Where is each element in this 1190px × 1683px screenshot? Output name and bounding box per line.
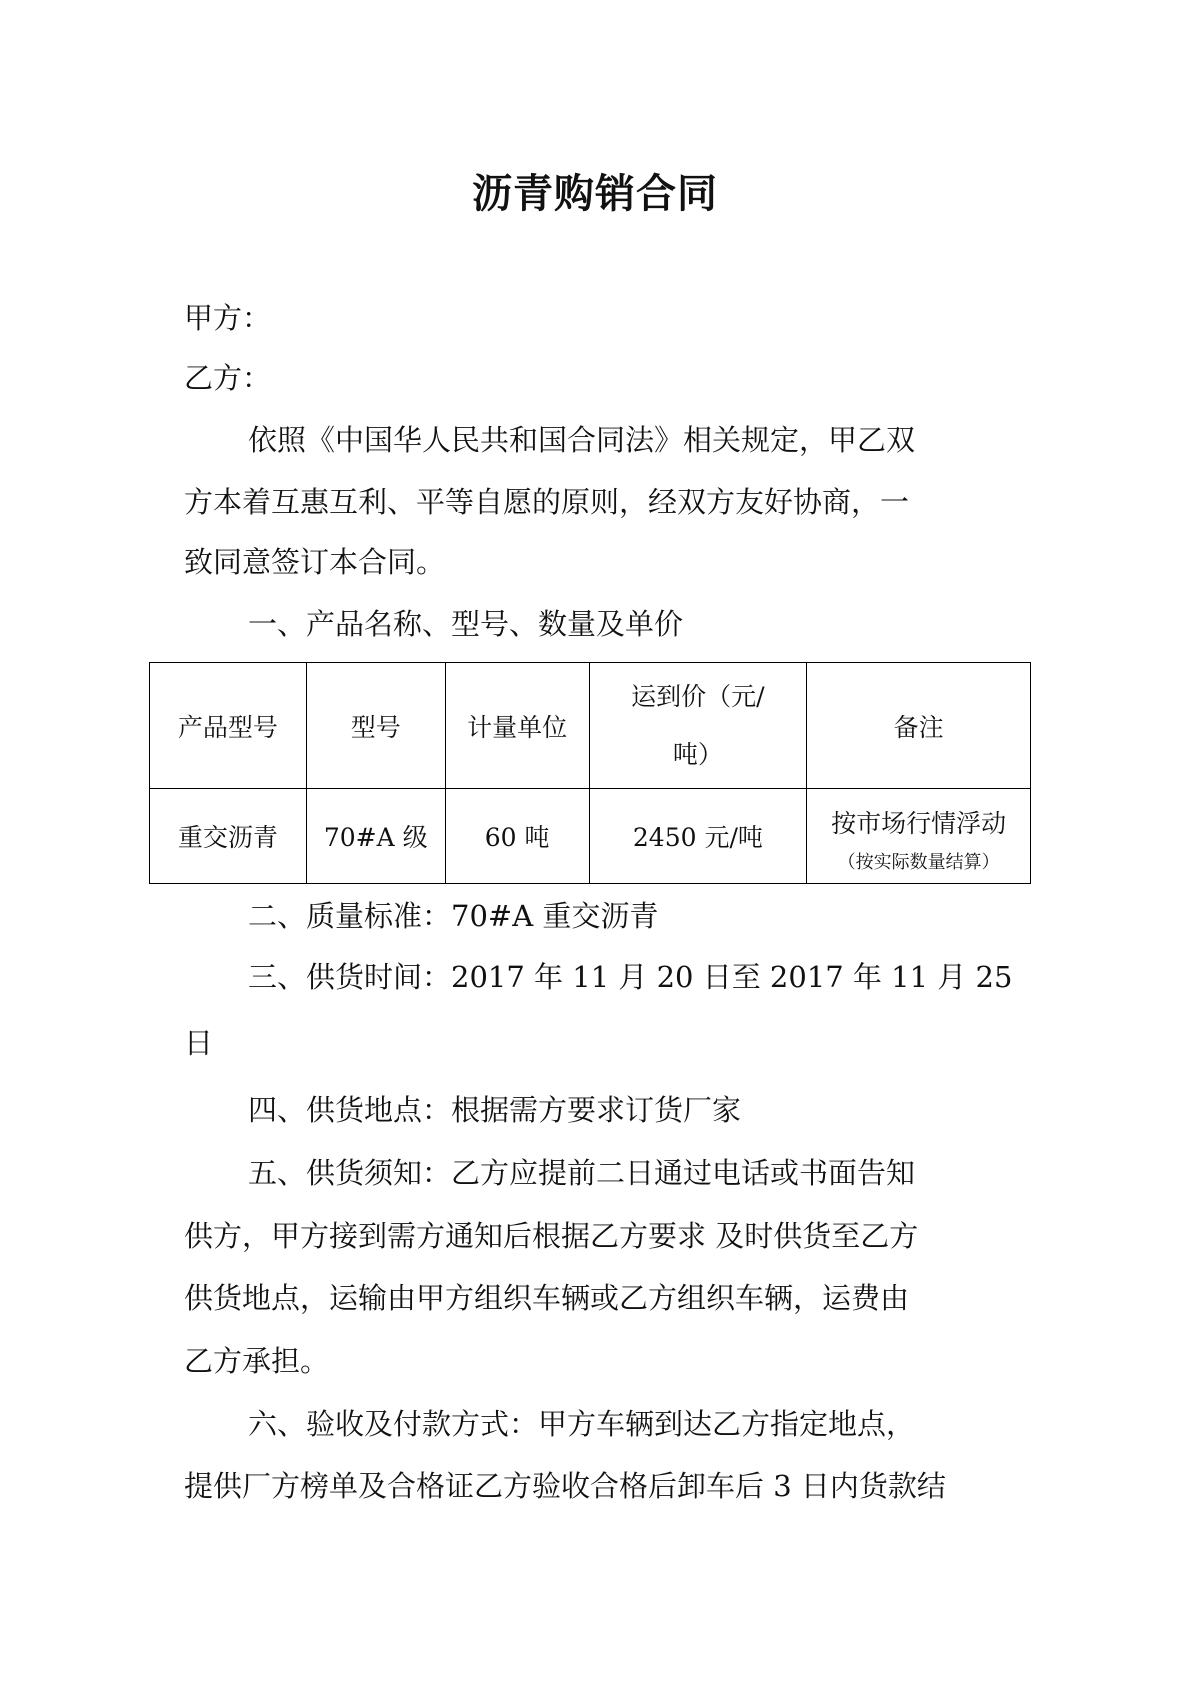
intro-line-1: 依照《中国华人民共和国合同法》相关规定，甲乙双 bbox=[248, 423, 916, 457]
party-b: 乙方： bbox=[184, 361, 272, 395]
header-unit: 计量单位 bbox=[445, 663, 589, 789]
contract-title: 沥青购销合同 bbox=[472, 170, 718, 217]
header-remark: 备注 bbox=[807, 663, 1031, 789]
section-1-heading: 一、产品名称、型号、数量及单价 bbox=[248, 607, 684, 641]
cell-remark-main: 按市场行情浮动 bbox=[831, 809, 1007, 838]
section-3-line-1: 三、供货时间：2017 年 11 月 20 日至 2017 年 11 月 25 bbox=[248, 960, 1013, 994]
cell-remark-note: （按实际数量结算） bbox=[837, 852, 1000, 873]
product-table bbox=[149, 662, 1031, 884]
section-5-line-1: 五、供货须知：乙方应提前二日通过电话或书面告知 bbox=[248, 1156, 916, 1190]
intro-line-3: 致同意签订本合同。 bbox=[184, 545, 446, 579]
section-6-line-2: 提供厂方榜单及合格证乙方验收合格后卸车后 3 日内货款结 bbox=[184, 1469, 946, 1503]
cell-remark bbox=[807, 789, 1031, 884]
table-header-row bbox=[150, 663, 1031, 789]
header-price-line-2: 吨） bbox=[672, 739, 723, 769]
section-2: 二、质量标准：70#A 重交沥青 bbox=[248, 899, 659, 933]
section-6-line-1: 六、验收及付款方式：甲方车辆到达乙方指定地点， bbox=[248, 1407, 916, 1441]
section-4: 四、供货地点：根据需方要求订货厂家 bbox=[248, 1093, 742, 1127]
cell-quantity: 60 吨 bbox=[445, 789, 589, 884]
header-model: 型号 bbox=[306, 663, 445, 789]
intro-line-2: 方本着互惠互利、平等自愿的原则，经双方友好协商，一 bbox=[184, 485, 910, 519]
header-price bbox=[589, 663, 807, 789]
header-price-line-1: 运到价（元/ bbox=[631, 681, 765, 711]
section-5-line-3: 供货地点，运输由甲方组织车辆或乙方组织车辆，运费由 bbox=[184, 1281, 910, 1315]
table-row bbox=[150, 789, 1031, 884]
header-product: 产品型号 bbox=[150, 663, 307, 789]
cell-model: 70#A 级 bbox=[306, 789, 445, 884]
section-3-line-2: 日 bbox=[184, 1026, 214, 1060]
section-5-line-2: 供方，甲方接到需方通知后根据乙方要求 及时供货至乙方 bbox=[184, 1219, 919, 1253]
section-5-line-4: 乙方承担。 bbox=[184, 1344, 330, 1378]
party-a: 甲方： bbox=[184, 301, 272, 335]
cell-price: 2450 元/吨 bbox=[589, 789, 807, 884]
cell-product: 重交沥青 bbox=[150, 789, 307, 884]
